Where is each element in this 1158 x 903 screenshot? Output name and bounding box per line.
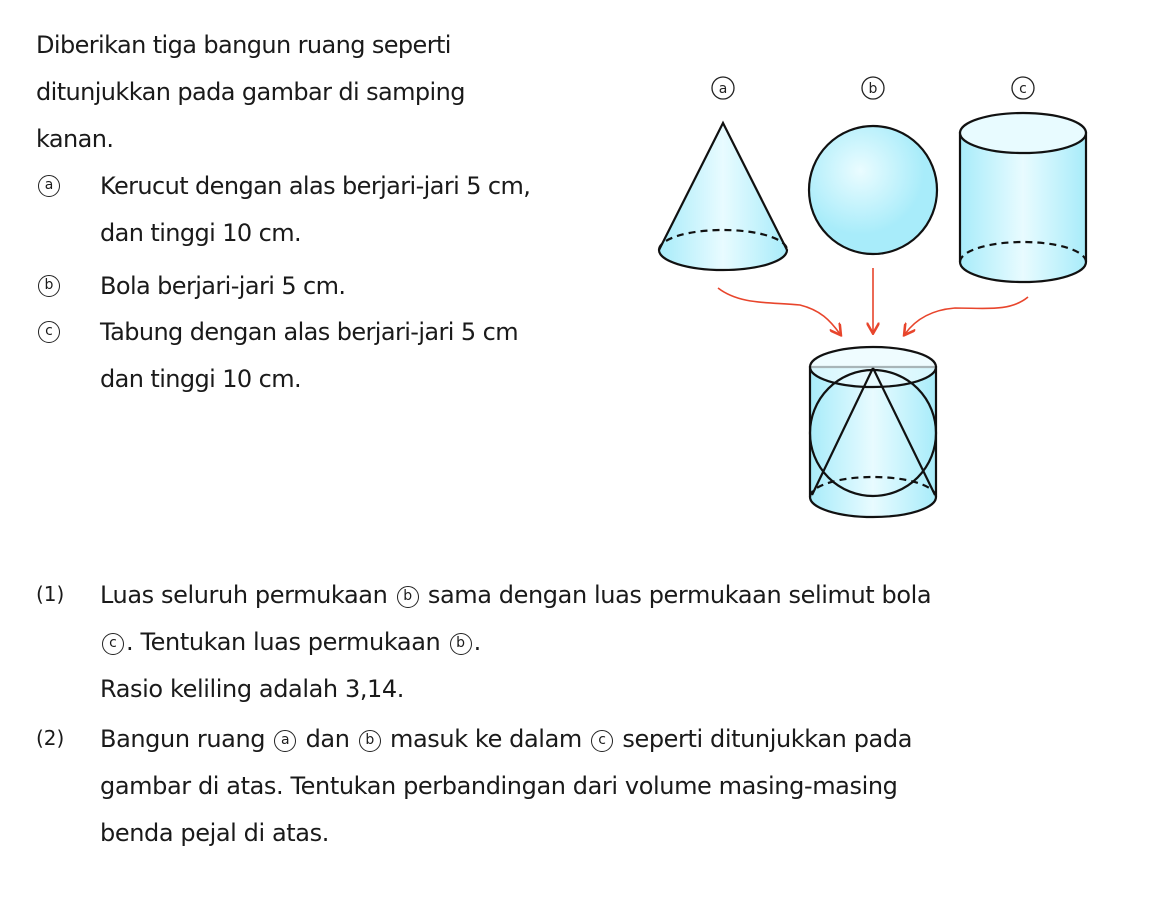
label-a [712, 77, 734, 99]
marker-c: c [38, 321, 60, 343]
item-line: Bola berjari-jari 5 cm. [100, 272, 346, 300]
arrow-a [718, 288, 840, 334]
intro-line: kanan. [36, 125, 114, 153]
text: . Tentukan luas permukaan [126, 628, 441, 656]
item-line: Tabung dengan alas berjari-jari 5 cm [100, 318, 518, 346]
item-line: dan tinggi 10 cm. [100, 219, 302, 247]
text: masuk ke dalam [390, 725, 582, 753]
marker-a: a [38, 175, 60, 197]
label-c [1012, 77, 1034, 99]
svg-text:a: a [718, 81, 728, 97]
text: Rasio keliling adalah 3,14. [100, 675, 405, 703]
marker-b: b [359, 730, 381, 752]
cone [659, 123, 787, 270]
question-2 [100, 716, 1090, 857]
marker-b: b [397, 586, 419, 608]
text: sama dengan luas permukaan selimut bola [427, 581, 932, 609]
text: benda pejal di atas. [100, 819, 329, 847]
q1-number: (1) [36, 582, 65, 606]
text: gambar di atas. Tentukan perbandingan dari volume masing-masing [100, 772, 898, 800]
item-line: dan tinggi 10 cm. [100, 365, 302, 393]
text: seperti ditunjukkan pada [622, 725, 913, 753]
marker-c: c [591, 730, 613, 752]
cylinder [960, 113, 1086, 282]
text: Bangun ruang [100, 725, 266, 753]
text: Luas seluruh permukaan [100, 581, 388, 609]
marker-a: a [274, 730, 296, 752]
svg-text:b: b [868, 81, 878, 97]
marker-b: b [38, 275, 60, 297]
text: dan [305, 725, 350, 753]
marker-b: b [450, 633, 472, 655]
intro-line: Diberikan tiga bangun ruang seperti [36, 31, 451, 59]
text: . [473, 628, 481, 656]
label-b [862, 77, 884, 99]
item-line: Kerucut dengan alas berjari-jari 5 cm, [100, 172, 531, 200]
intro-line: ditunjukkan pada gambar di samping [36, 78, 465, 106]
q2-number: (2) [36, 726, 65, 750]
sphere [809, 126, 937, 254]
combined-solids [810, 347, 936, 517]
marker-c: c [102, 633, 124, 655]
arrow-c [905, 297, 1028, 334]
svg-text:c: c [1019, 81, 1027, 97]
question-1 [100, 572, 1090, 713]
